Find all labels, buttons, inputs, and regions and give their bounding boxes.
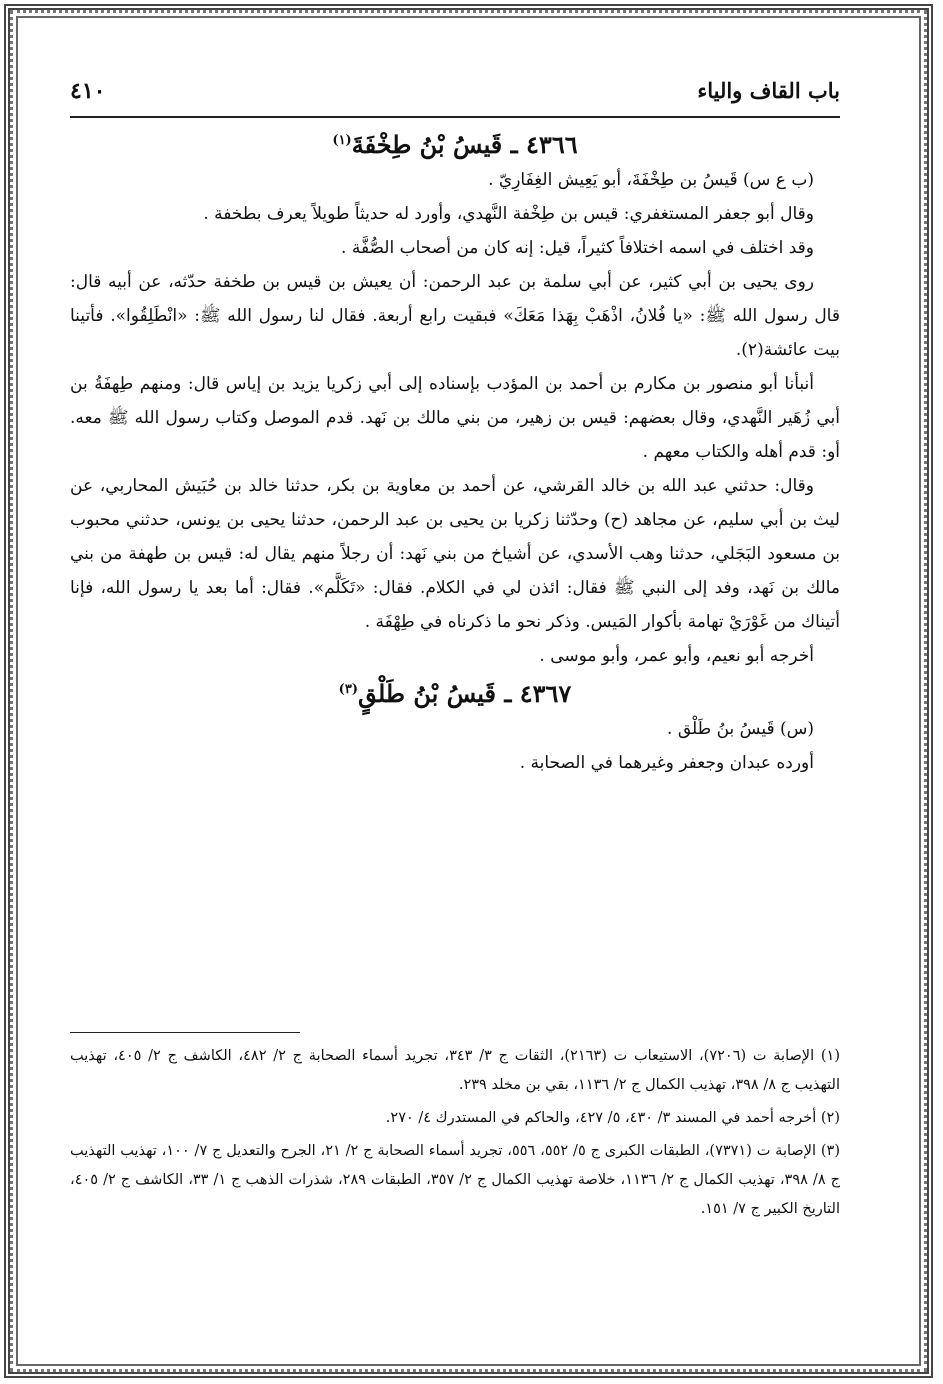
footnote: (١) الإصابة ت (٧٢٠٦)، الاستيعاب ت (٢١٦٣)، الثقات ج ٣/ ٣٤٣، تجريد أسماء الصحابة ج ٢/ ٤٨٢، الكاشف ج ٢/ ٤٠٥، تهذيب التهذيب ج ٨/ ٣٩٨، تهذيب الكمال ج ٢/ ١١٣٦، بقي بن مخلد ٢٣٩. <box>70 1048 840 1093</box>
entry-heading <box>70 130 840 159</box>
paragraph: (س) قَيسُ بنُ طَلْق . <box>667 719 814 739</box>
footnote-ref: (١) <box>332 133 352 148</box>
footnotes <box>70 1042 840 1228</box>
entry-title: ٤٣٦٧ ـ قَيسُ بْنُ طَلْقٍ <box>357 679 572 708</box>
entry-heading <box>70 679 840 708</box>
chapter-title: باب القاف والياء <box>697 78 840 103</box>
paragraph: أنبأنا أبو منصور بن مكارم بن أحمد بن المؤدب بإسناده إلى أبي زكريا يزيد بن إياس قال: ومنهم طِهفَةُ بن أبي زُهَير النَّهدي، وقال بعضهم: قيس بن زهير، من بني مالك بن نَهد. قدم الموصل وكتاب رسول الله ﷺ معه. أو: قدم أهله والكتاب معهم . <box>70 374 840 462</box>
footnote-ref: (٣) <box>338 682 358 697</box>
paragraph: روى يحيى بن أبي كثير، عن أبي سلمة بن عبد الرحمن: أن يعيش بن قيس بن طخفة حدّثه، عن أبيه قال: قال رسول الله ﷺ: «يا فُلانُ، اذْهَبْ بِهَذا مَعَكَ» فبقيت رابع أربعة. فقال لنا رسول الله ﷺ: «انْطَلِقُوا». فأتينا بيت عائشة(٢). <box>70 272 840 360</box>
page-number: ٤١٠ <box>70 78 106 104</box>
book-page <box>70 70 840 1360</box>
paragraph: وقد اختلف في اسمه اختلافاً كثيراً، قيل: إنه كان من أصحاب الصُّفَّة . <box>341 238 814 258</box>
entry-title: ٤٣٦٦ ـ قَيسُ بْنُ طِخْفَةَ <box>351 130 578 159</box>
paragraph: أورده عبدان وجعفر وغيرهما في الصحابة . <box>519 753 814 773</box>
paragraph: وقال: حدثني عبد الله بن خالد القرشي، عن أحمد بن معاوية بن بكر، حدثنا خالد بن حُبَيش المحاربي، عن ليث بن أبي سليم، عن مجاهد (ح) وحدّثنا زكريا بن يحيى بن عبد الرحمن، حدثنا يحيى بن يونس، حدثني محبوب بن مسعود البَجَلي، حدثنا وهب الأسدي، عن أشياخ من بني نَهد: أن رجلاً منهم يقال له: قيس بن طهفة من بني مالك بن نَهد، وفد إلى النبي ﷺ فقال: ائذن لي في الكلام. فقال: «تَكَلَّم». فقال: أما بعد يا رسول الله، فإنا أتيناك من غَوْرَيْ تهامة بأكوار المَيس. وذكر نحو ما ذكرناه في طِهْفَة . <box>70 476 840 632</box>
running-header <box>70 78 840 114</box>
header-rule <box>70 116 840 118</box>
paragraph: وقال أبو جعفر المستغفري: قيس بن طِخْفة النَّهدي، وأورد له حديثاً طويلاً يعرف بطخفة . <box>203 204 814 224</box>
footnote: (٣) الإصابة ت (٧٣٧١)، الطبقات الكبرى ج ٥/ ٥٥٢، ٥٥٦، تجريد أسماء الصحابة ج ٢/ ٢١، الجرح والتعديل ج ٧/ ١٠٠، تهذيب التهذيب ج ٨/ ٣٩٨، تهذيب الكمال ج ٢/ ١١٣٦، خلاصة تهذيب الكمال ج ٢/ ٣٥٧، الطبقات ٢٨٩، شذرات الذهب ج ١/ ٣٣، الكاشف ج ٢/ ٤٠٥، التاريخ الكبير ج ٧/ ١٥١. <box>70 1143 840 1217</box>
footnote-separator <box>70 1032 300 1033</box>
paragraph: أخرجه أبو نعيم، وأبو عمر، وأبو موسى . <box>539 646 814 666</box>
main-text <box>70 130 840 780</box>
footnote: (٢) أخرجه أحمد في المسند ٣/ ٤٣٠، ٥/ ٤٢٧، والحاكم في المستدرك ٤/ ٢٧٠. <box>385 1110 840 1126</box>
paragraph: (ب ع س) قَيسُ بن طِخْفَةَ، أبو يَعِيش الغِفَارِيّ . <box>488 170 814 190</box>
